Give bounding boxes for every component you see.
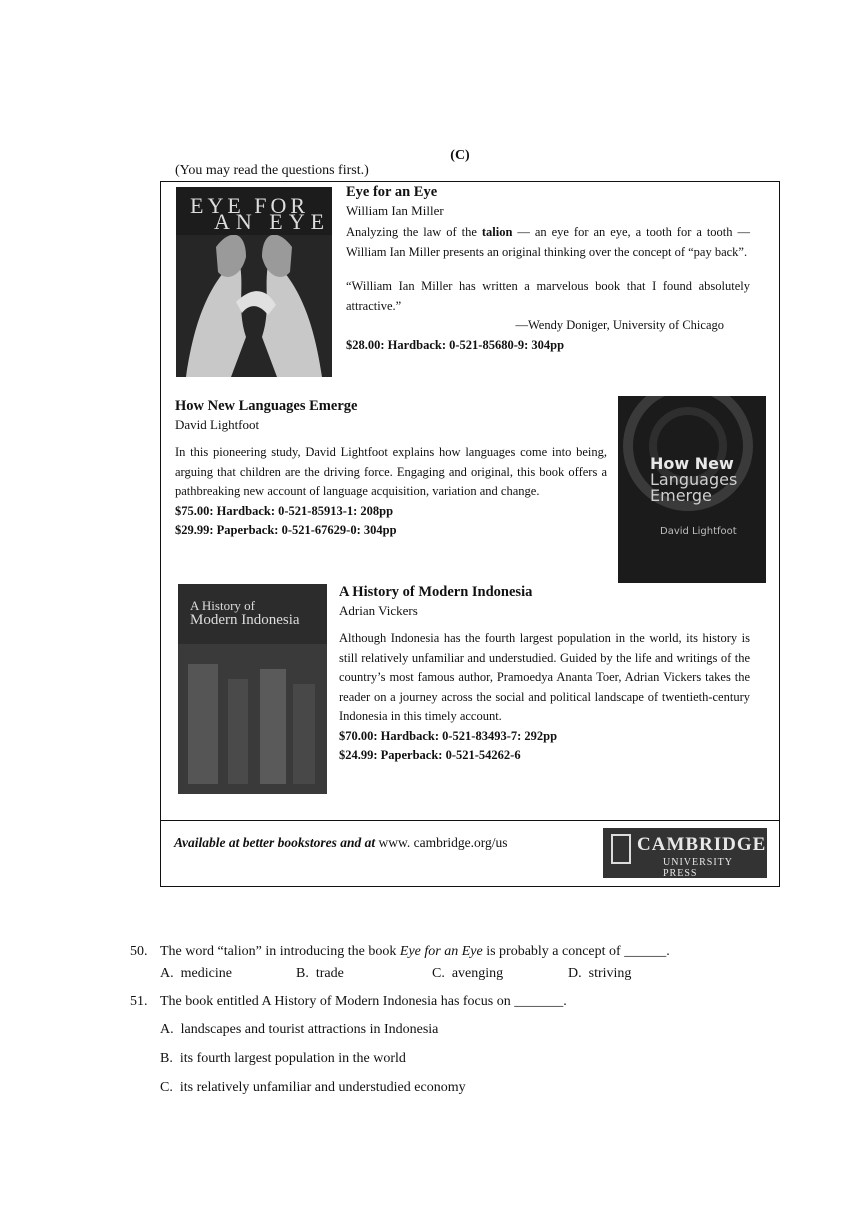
question-50-stem: The word “talion” in introducing the book Eye for an Eye is probably a concept of ______. — [160, 944, 670, 959]
cambridge-logo — [603, 828, 767, 878]
price-hardback: $28.00: Hardback: 0-521-85680-9: 304pp — [346, 337, 565, 352]
how-new-languages-emerge-cover — [618, 396, 766, 583]
book-author: Adrian Vickers — [339, 603, 418, 618]
footer-divider — [160, 820, 780, 821]
question-51-number: 51. — [130, 994, 148, 1009]
book-description: Analyzing the law of the talion — an eye for an eye, a tooth for a tooth — William Ian Miller presents an original thinking over the concept of “pay back”. — [346, 225, 750, 259]
cover-author: David Lightfoot — [660, 526, 737, 537]
price-paperback: $24.99: Paperback: 0-521-54262-6 — [339, 748, 521, 762]
book-title: How New Languages Emerge — [175, 398, 358, 414]
book-description: Although Indonesia has the fourth largest population in the world, its history is still relatively unfamiliar and understudied. Guided by the life and writings of the country’s most famous author, Pramoedya Ananta Toer, Adrian Vickers takes the reader on a journey across the social and political landscape of twentieth-century Indonesia in this timely account. — [339, 631, 750, 723]
question-50-number: 50. — [130, 944, 148, 959]
question-50-option-b[interactable]: B. trade — [296, 966, 344, 981]
book-author: William Ian Miller — [346, 203, 444, 218]
logo-text: CAMBRIDGE — [637, 834, 767, 855]
price-hardback: $70.00: Hardback: 0-521-83493-7: 292pp — [339, 728, 558, 743]
review-attribution: —Wendy Doniger, University of Chicago — [515, 318, 724, 332]
section-label: (C) — [450, 148, 470, 163]
book-history-of-modern-indonesia — [339, 584, 750, 766]
price-hardback: $75.00: Hardback: 0-521-85913-1: 208pp — [175, 503, 394, 518]
cover-title-line1: EYE FOR — [190, 193, 310, 218]
cover-title-line2: AN EYE — [214, 209, 331, 234]
book-how-new-languages-emerge — [175, 398, 607, 541]
website-link[interactable]: www. cambridge.org/us — [378, 835, 508, 850]
question-51-option-a[interactable]: A. landscapes and tourist attractions in Indonesia — [160, 1022, 439, 1037]
cover-title-line2: Modern Indonesia — [190, 612, 300, 628]
cover-title-line1: A History of — [190, 598, 255, 613]
review-quote: “William Ian Miller has written a marvelous book that I found absolutely attractive.” — [346, 279, 750, 313]
book-title: Eye for an Eye — [346, 184, 438, 200]
question-50-option-c[interactable]: C. avenging — [432, 966, 504, 981]
shield-icon — [611, 834, 631, 864]
book-description: In this pioneering study, David Lightfoot explains how languages come into being, arguing that children are the driving force. Engaging and original, this book offers a pathbreaking new account of language acquisition, variation and change. — [175, 445, 607, 498]
footer-text: Available at better bookstores and at www. cambridge.org/us — [174, 835, 508, 850]
question-50-option-d[interactable]: D. striving — [568, 966, 632, 981]
cover-title: How New Languages Emerge — [650, 454, 738, 505]
question-51-option-b[interactable]: B. its fourth largest population in the world — [160, 1051, 406, 1066]
question-50-option-a[interactable]: A. medicine — [160, 966, 232, 981]
instruction-text: (You may read the questions first.) — [175, 163, 369, 178]
book-eye-for-an-eye — [346, 184, 750, 355]
talion-term: talion — [481, 225, 513, 239]
price-paperback: $29.99: Paperback: 0-521-67629-0: 304pp — [175, 523, 397, 537]
question-51-stem: The book entitled A History of Modern Indonesia has focus on _______. — [160, 994, 567, 1009]
question-51-option-c[interactable]: C. its relatively unfamiliar and understudied economy — [160, 1080, 466, 1095]
logo-subtext: UNIVERSITY PRESS — [663, 857, 733, 879]
eye-for-an-eye-cover — [176, 187, 332, 377]
book-author: David Lightfoot — [175, 417, 260, 432]
history-of-modern-indonesia-cover — [178, 584, 327, 794]
book-title: A History of Modern Indonesia — [339, 584, 533, 600]
